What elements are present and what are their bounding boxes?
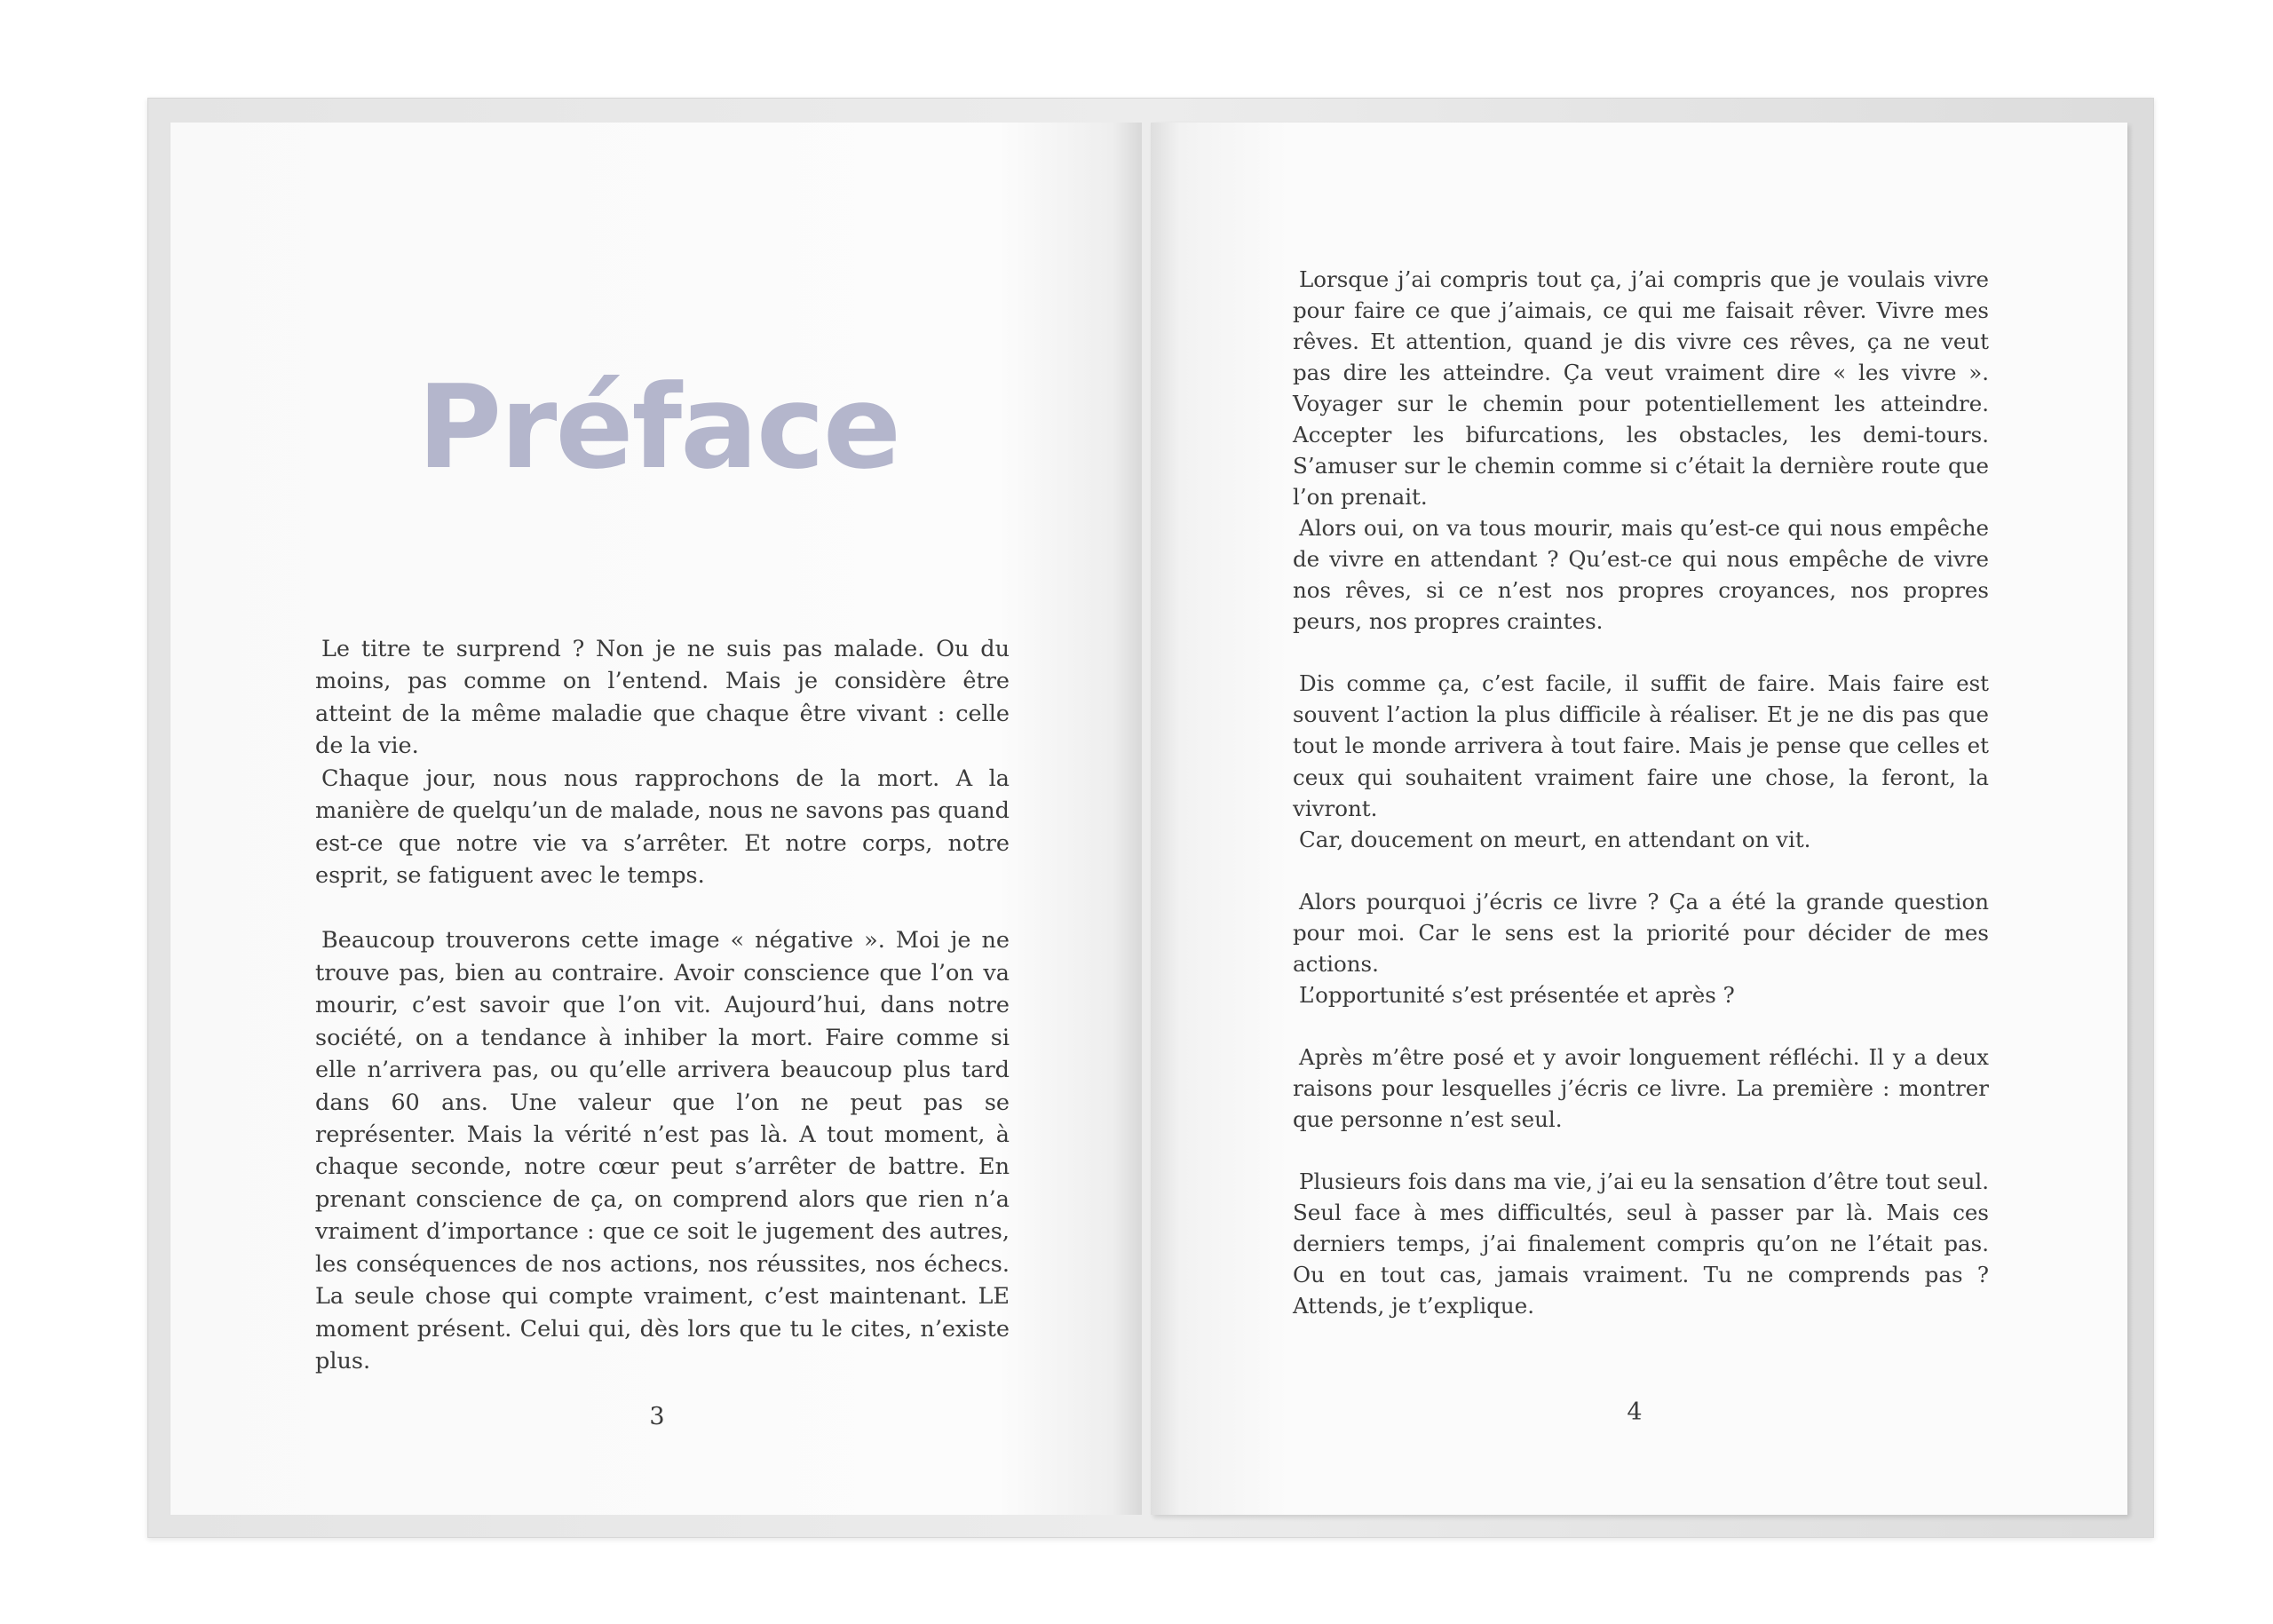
page-title: Préface	[417, 360, 900, 495]
right-paragraph-7: Après m’être posé et y avoir longuement réfléchi. Il y a deux raisons pour lesquelles j’écris ce livre. La première : montrer que personne n’est seul.	[1293, 1043, 1989, 1132]
right-paragraph-6: L’opportunité s’est présentée et après ?	[1299, 981, 1735, 1008]
page-number-left: 3	[649, 1403, 665, 1430]
right-paragraph-3: Dis comme ça, c’est facile, il suffit de faire. Mais faire est souvent l’action la plus difficile à réaliser. Et je ne dis pas que tout le monde arrivera à tout faire. Mais je pense que celles et ceux qui souhaitent vraiment faire une chose, la feront, la vivront.	[1293, 670, 1989, 821]
left-paragraph-1: Le titre te surprend ? Non je ne suis pas malade. Ou du moins, pas comme on l’entend. Mais je considère être atteint de la même maladie que chaque être vivant : celle de la vie.	[315, 636, 1010, 760]
right-page-text	[1293, 264, 1989, 1321]
right-paragraph-2: Alors oui, on va tous mourir, mais qu’est-ce qui nous empêche de vivre en attendant ? Qu’est-ce qui nous empêche de vivre nos rêves, si ce n’est nos propres croyances, nos propres peurs, nos propres craintes.	[1293, 515, 1989, 635]
right-paragraph-4: Car, doucement on meurt, en attendant on vit.	[1299, 826, 1811, 852]
left-page-text	[315, 633, 1010, 1378]
left-paragraph-3: Beaucoup trouverons cette image « négative ». Moi je ne trouve pas, bien au contraire. Avoir conscience que l’on va mourir, c’est savoir que l’on vit. Aujourd’hui, dans notre société, on a tendance à inhiber la mort. Faire comme si elle n’arrivera pas, ou qu’elle arrivera beaucoup plus tard dans 60 ans. Une valeur que l’on ne peut pas se représenter. Mais la vérité n’est pas là. A tout moment, à chaque seconde, notre cœur peut s’arrêter de battre. En prenant conscience de ça, on comprend alors que rien n’a vraiment d’importance : que ce soit le jugement des autres, les conséquences de nos actions, nos réussites, nos échecs. La seule chose qui compte vraiment, c’est maintenant. LE moment présent. Celui qui, dès lors que tu le cites, n’existe plus.	[315, 927, 1010, 1375]
page-number-right: 4	[1627, 1398, 1643, 1426]
right-paragraph-5: Alors pourquoi j’écris ce livre ? Ça a été la grande question pour moi. Car le sens est la priorité pour décider de mes actions.	[1293, 888, 1989, 977]
right-paragraph-1: Lorsque j’ai compris tout ça, j’ai compris que je voulais vivre pour faire ce que j’aimais, ce qui me faisait rêver. Vivre mes rêves. Et attention, quand je dis vivre ces rêves, ça ne veut pas dire les atteindre. Ça veut vraiment dire « les vivre ». Voyager sur le chemin pour potentiellement les atteindre. Accepter les bifurcations, les obstacles, les demi-tours. S’amuser sur le chemin comme si c’était la dernière route que l’on prenait.	[1293, 266, 1989, 511]
left-paragraph-2: Chaque jour, nous nous rapprochons de la mort. A la manière de quelqu’un de malade, nous ne savons pas quand est-ce que notre vie va s’arrêter. Et notre corps, notre esprit, se fatiguent avec le temps.	[315, 764, 1010, 890]
right-paragraph-8: Plusieurs fois dans ma vie, j’ai eu la sensation d’être tout seul. Seul face à mes difficultés, seul à passer par là. Mais ces derniers temps, j’ai finalement compris qu’on ne l’était pas. Ou en tout cas, jamais vraiment. Tu ne comprends pas ? Attends, je t’explique.	[1293, 1168, 1989, 1319]
